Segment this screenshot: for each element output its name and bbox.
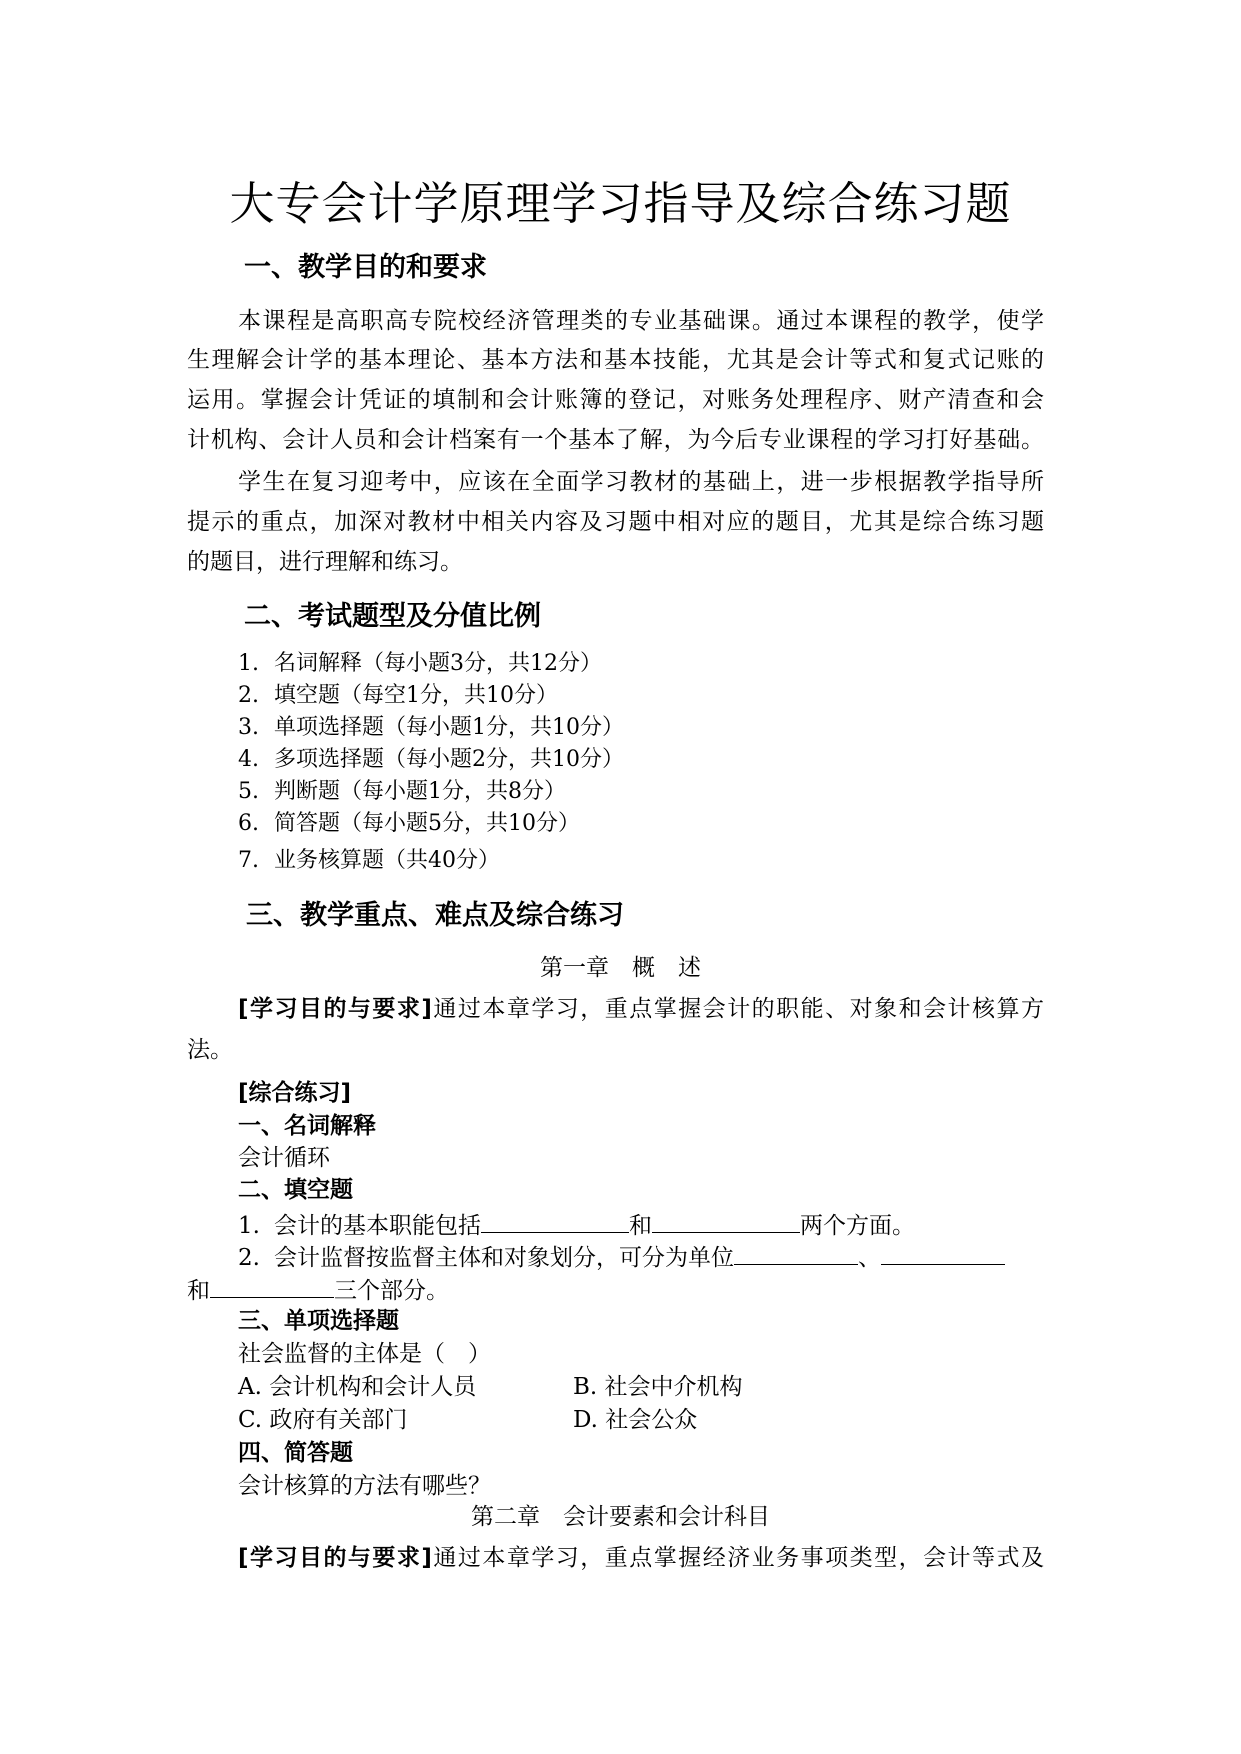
- q4-question: 会计核算的方法有哪些？: [238, 1473, 491, 1499]
- fill-blank[interactable]: [481, 1208, 629, 1233]
- chapter2-title: 第二章 会计要素和会计科目: [471, 1504, 770, 1530]
- fill-blank[interactable]: [210, 1273, 334, 1298]
- q2-item2-cont: 和 三个部分。: [187, 1273, 449, 1306]
- q3-heading: 三、单项选择题: [238, 1308, 399, 1334]
- q2-heading: 二、填空题: [238, 1177, 353, 1203]
- para1-line: 本课程是高职高专院校经济管理类的专业基础课。通过本课程的教学，使学: [238, 308, 1044, 334]
- section2-heading: 二、考试题型及分值比例: [244, 601, 541, 632]
- fill-blank[interactable]: [881, 1240, 1005, 1265]
- fill-blank[interactable]: [652, 1208, 800, 1233]
- para1-line: 运用。掌握会计凭证的填制和会计账簿的登记，对账务处理程序、财产清查和会: [187, 387, 1044, 413]
- list-item: 4. 多项选择题（每小题2分，共10分）: [238, 747, 624, 772]
- list-item: 2. 填空题（每空1分，共10分）: [238, 683, 558, 708]
- q2-item1: 1. 会计的基本职能包括 和 两个方面。: [238, 1208, 915, 1241]
- section3-heading: 三、教学重点、难点及综合练习: [246, 900, 624, 931]
- q4-heading: 四、简答题: [238, 1440, 353, 1466]
- chapter1-goal: [238, 994, 1044, 1024]
- q3-question: 社会监督的主体是（ ）: [238, 1341, 491, 1367]
- q3-option-d: D. 社会公众: [573, 1407, 698, 1433]
- q3-option-a: A. 会计机构和会计人员: [238, 1374, 477, 1400]
- q1-item: 会计循环: [238, 1145, 330, 1171]
- section1-heading: 一、教学目的和要求: [244, 252, 487, 283]
- list-item: 6. 简答题（每小题5分，共10分）: [238, 811, 580, 836]
- para2-line: 学生在复习迎考中，应该在全面学习教材的基础上，进一步根据教学指导所: [238, 469, 1044, 495]
- practice-label: [综合练习]: [238, 1080, 352, 1106]
- q1-heading: 一、名词解释: [238, 1113, 376, 1139]
- goal-text: 通过本章学习，重点掌握会计的职能、对象和会计核算方: [431, 996, 1045, 1022]
- list-item: 3. 单项选择题（每小题1分，共10分）: [238, 715, 624, 740]
- q2-item2: 2. 会计监督按监督主体和对象划分，可分为单位 、: [238, 1240, 1005, 1273]
- q3-option-c: C. 政府有关部门: [238, 1407, 408, 1433]
- document-title: 大专会计学原理学习指导及综合练习题: [229, 177, 1012, 230]
- list-item: 1. 名词解释（每小题3分，共12分）: [238, 651, 602, 676]
- goal-text: 通过本章学习，重点掌握经济业务事项类型，会计等式及: [431, 1545, 1045, 1571]
- chapter2-goal: [238, 1543, 1044, 1573]
- fill-blank[interactable]: [734, 1240, 858, 1265]
- chapter1-goal-cont: 法。: [187, 1037, 233, 1063]
- goal-label: [学习目的与要求]: [238, 996, 432, 1022]
- goal-label: [学习目的与要求]: [238, 1545, 432, 1571]
- para2-line: 提示的重点，加深对教材中相关内容及习题中相对应的题目，尤其是综合练习题: [187, 509, 1044, 535]
- para2-line: 的题目，进行理解和练习。: [187, 549, 463, 575]
- list-item: 5. 判断题（每小题1分，共8分）: [238, 779, 566, 804]
- para1-line: 生理解会计学的基本理论、基本方法和基本技能，尤其是会计等式和复式记账的: [187, 347, 1044, 373]
- para1-line: 计机构、会计人员和会计档案有一个基本了解，为今后专业课程的学习打好基础。: [187, 427, 1044, 453]
- chapter1-title: 第一章 概 述: [540, 955, 701, 981]
- list-item: 7. 业务核算题（共40分）: [238, 848, 500, 873]
- q3-option-b: B. 社会中介机构: [573, 1374, 743, 1400]
